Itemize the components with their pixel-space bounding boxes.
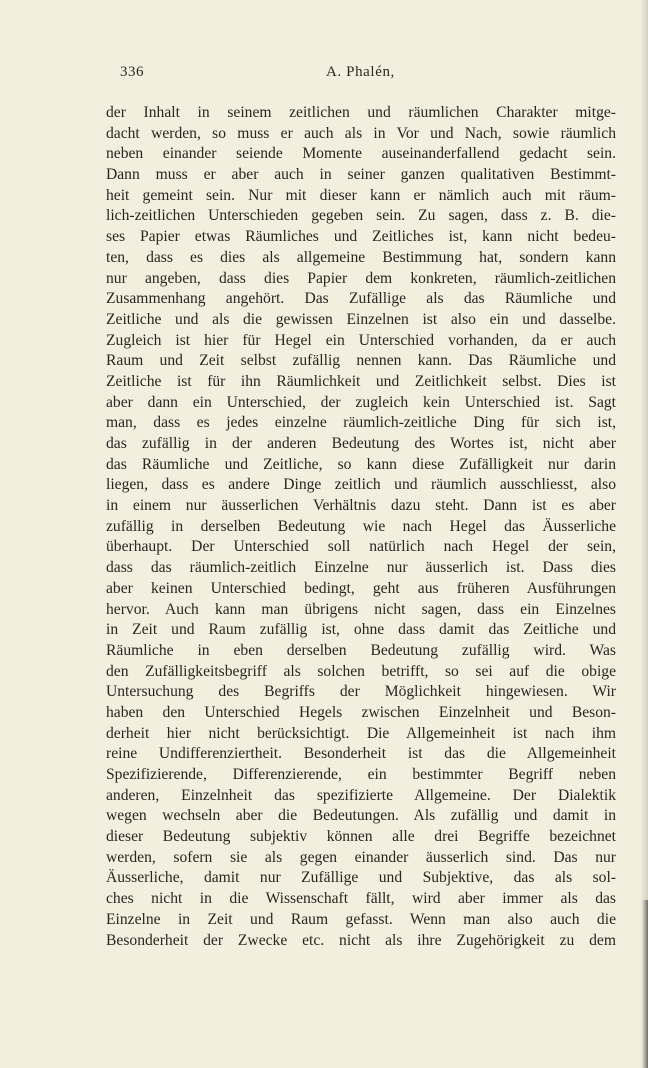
text-line: Zusammenhang angehört. Das Zufällige als das Räumliche und bbox=[106, 290, 616, 308]
text-line: Einzelne in Zeit und Raum gefasst. Wenn man also auch die bbox=[106, 910, 616, 928]
body-text bbox=[106, 103, 616, 951]
text-line: haben den Unterschied Hegels zwischen Einzelnheit und Beson- bbox=[106, 703, 616, 721]
text-line: liegen, dass es andere Dinge zeitlich und räumlich ausschliesst, also bbox=[106, 476, 616, 494]
text-line: Besonderheit der Zwecke etc. nicht als ihre Zugehörigkeit zu dem bbox=[106, 931, 616, 949]
running-head: A. Phalén, bbox=[326, 64, 395, 80]
text-line: hervor. Auch kann man übrigens nicht sagen, dass ein Einzelnes bbox=[106, 600, 616, 618]
text-line: der Inhalt in seinem zeitlichen und räumlichen Charakter mitge- bbox=[106, 104, 616, 121]
text-line: das Räumliche und Zeitliche, so kann diese Zufälligkeit nur darin bbox=[106, 455, 616, 473]
text-line: Zeitliche ist für ihn Räumlichkeit und Zeitlichkeit selbst. Dies ist bbox=[106, 372, 616, 390]
text-line: ses Papier etwas Räumliches und Zeitliches ist, kann nicht bedeu- bbox=[106, 228, 616, 246]
page-edge-dark bbox=[642, 900, 648, 1068]
text-line: wegen wechseln aber die Bedeutungen. Als zufällig und damit in bbox=[106, 807, 616, 825]
text-line: Zugleich ist hier für Hegel ein Unterschied vorhanden, da er auch bbox=[106, 331, 616, 349]
text-line: Räumliche in eben derselben Bedeutung zufällig wird. Was bbox=[106, 641, 616, 659]
text-line: überhaupt. Der Unterschied soll natürlich nach Hegel der sein, bbox=[106, 538, 616, 556]
text-line: das zufällig in der anderen Bedeutung des Wortes ist, nicht aber bbox=[106, 435, 616, 452]
text-line: aber dann ein Unterschied, der zugleich kein Unterschied ist. Sagt bbox=[106, 393, 616, 411]
text-line: man, dass es jedes einzelne räumlich-zeitliche Ding für sich ist, bbox=[106, 414, 616, 432]
text-line: in einem nur äusserlichen Verhältnis dazu steht. Dann ist es aber bbox=[106, 497, 616, 515]
text-line: zufällig in derselben Bedeutung wie nach Hegel das Äusserliche bbox=[106, 517, 616, 535]
text-line: reine Undifferenziertheit. Besonderheit ist das die Allgemeinheit bbox=[106, 745, 616, 763]
text-line: ches nicht in die Wissenschaft fällt, wird aber immer als das bbox=[106, 890, 616, 908]
text-line: Zeitliche und als die gewissen Einzelnen ist also ein und dasselbe. bbox=[106, 310, 616, 328]
text-line: in Zeit und Raum zufällig ist, ohne dass damit das Zeitliche und bbox=[106, 621, 616, 639]
text-line: Untersuchung des Begriffs der Möglichkeit hingewiesen. Wir bbox=[106, 683, 616, 701]
text-line: dacht werden, so muss er auch als in Vor und Nach, sowie räumlich bbox=[106, 124, 616, 142]
text-line: heit gemeint sein. Nur mit dieser kann er nämlich auch mit räum- bbox=[106, 186, 616, 204]
page-header bbox=[106, 64, 616, 88]
text-line: den Zufälligkeitsbegriff als solchen betrifft, so sei auf die obige bbox=[106, 662, 616, 680]
text-line: werden, sofern sie als gegen einander äusserlich sind. Das nur bbox=[106, 848, 616, 866]
page-number: 336 bbox=[120, 64, 144, 80]
text-line: Äusserliche, damit nur Zufällige und Subjektive, das als sol- bbox=[106, 869, 616, 887]
text-line: lich-zeitlichen Unterschieden gegeben sein. Zu sagen, dass z. B. die- bbox=[106, 207, 616, 225]
text-line: aber keinen Unterschied bedingt, geht aus früheren Ausführungen bbox=[106, 579, 616, 597]
text-line: dass das räumlich-zeitlich Einzelne nur äusserlich ist. Dass dies bbox=[106, 559, 616, 577]
text-line: Spezifizierende, Differenzierende, ein bestimmter Begriff neben bbox=[106, 766, 616, 783]
text-line: Raum und Zeit selbst zufällig nennen kann. Das Räumliche und bbox=[106, 352, 616, 370]
text-line: derheit hier nicht berücksichtigt. Die Allgemeinheit ist nach ihm bbox=[106, 724, 616, 742]
text-line: nur angeben, dass dies Papier dem konkreten, räumlich-zeitlichen bbox=[106, 269, 616, 287]
text-line: ten, dass es dies als allgemeine Bestimmung hat, sondern kann bbox=[106, 248, 616, 266]
text-line: neben einander seiende Momente auseinanderfallend gedacht sein. bbox=[106, 145, 616, 163]
text-line: Dann muss er aber auch in seiner ganzen qualitativen Bestimmt- bbox=[106, 166, 616, 184]
text-line: dieser Bedeutung subjektiv können alle drei Begriffe bezeichnet bbox=[106, 828, 616, 846]
text-line: anderen, Einzelnheit das spezifizierte Allgemeine. Der Dialektik bbox=[106, 786, 616, 804]
